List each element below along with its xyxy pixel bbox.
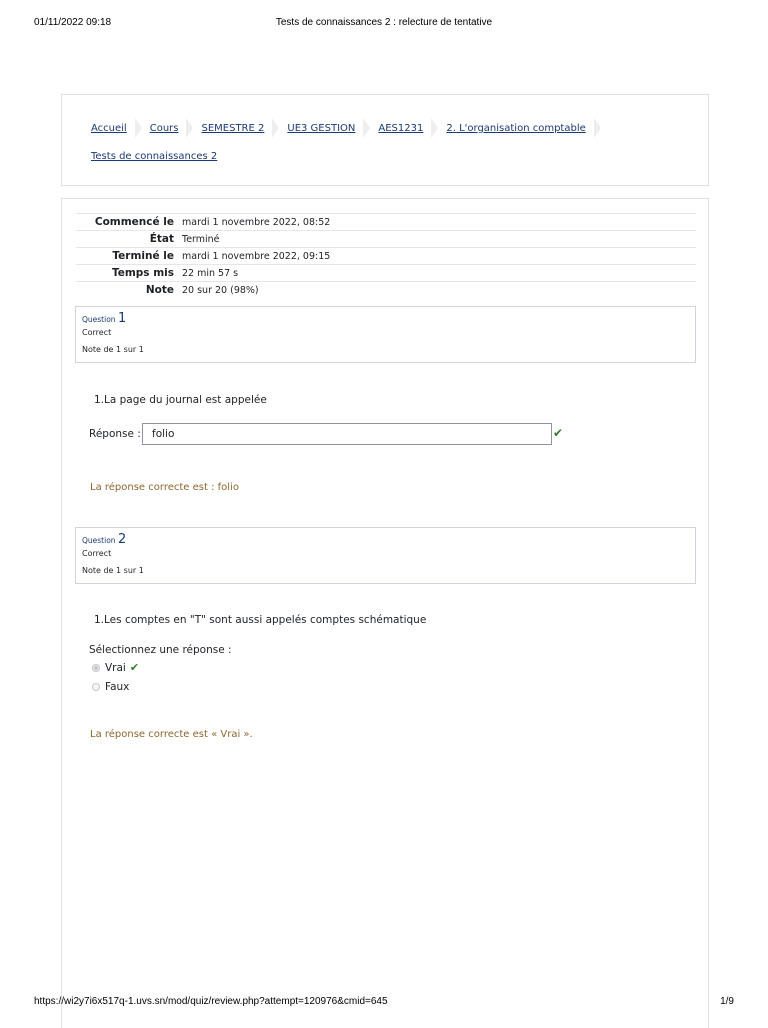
breadcrumb-item-cours: [150, 118, 202, 138]
chevron-right-icon: [594, 118, 601, 138]
question-text-1: 1.La page du journal est appelée: [94, 394, 267, 406]
check-icon: ✔: [129, 661, 140, 674]
chevron-right-icon: [363, 118, 370, 138]
summary-label: Commencé le: [94, 216, 174, 228]
summary-label: Terminé le: [112, 250, 174, 262]
check-icon: ✔: [553, 426, 564, 440]
answer-label: Réponse :: [89, 428, 141, 440]
question-state: Correct: [82, 549, 112, 558]
breadcrumb-item-accueil: [91, 118, 150, 138]
summary-row-grade: [76, 282, 696, 299]
question-number: [82, 532, 126, 547]
print-datetime: 01/11/2022 09:18: [34, 17, 112, 28]
breadcrumb-link-organisation[interactable]: 2. L'organisation comptable: [446, 122, 586, 134]
breadcrumb-link-aes1231[interactable]: AES1231: [378, 122, 424, 134]
question-grade: Note de 1 sur 1: [82, 566, 144, 575]
print-title: Tests de connaissances 2 : relecture de tentative: [275, 17, 493, 28]
radio-button[interactable]: [92, 683, 100, 691]
breadcrumb-link-accueil[interactable]: Accueil: [91, 122, 127, 134]
breadcrumb-card: [61, 94, 709, 186]
summary-label: Temps mis: [111, 267, 174, 279]
breadcrumb-link-ue3[interactable]: UE3 GESTION: [287, 122, 356, 134]
quiz-review-card: [61, 198, 709, 1028]
chevron-right-icon: [135, 118, 142, 138]
print-header: [34, 17, 734, 31]
chevron-right-icon: [431, 118, 438, 138]
breadcrumb: [91, 118, 688, 166]
summary-row-state: [76, 231, 696, 248]
option-label: Vrai: [105, 661, 126, 674]
attempt-summary-table: [76, 213, 696, 298]
print-page-number: 1/9: [720, 996, 734, 1007]
summary-row-time: [76, 265, 696, 282]
right-answer-2: La réponse correcte est « Vrai ».: [90, 729, 253, 740]
question-prefix: Question: [82, 315, 118, 324]
radio-button-selected[interactable]: [92, 664, 100, 672]
question-info-2: [75, 527, 696, 584]
breadcrumb-item-aes1231: [378, 118, 446, 138]
summary-value: 22 min 57 s: [182, 267, 239, 279]
question-number: [82, 311, 126, 326]
question-number-value: 1: [117, 311, 127, 326]
option-label: Faux: [105, 681, 130, 693]
summary-value: Terminé: [182, 233, 220, 245]
print-footer: [34, 996, 734, 1010]
summary-row-started: [76, 214, 696, 231]
question-number-value: 2: [117, 532, 127, 547]
breadcrumb-link-semestre[interactable]: SEMESTRE 2: [201, 122, 265, 134]
breadcrumb-link-cours[interactable]: Cours: [149, 122, 179, 134]
chevron-right-icon: [272, 118, 279, 138]
breadcrumb-item-semestre: [201, 118, 287, 138]
breadcrumb-item-ue3: [287, 118, 378, 138]
summary-row-completed: [76, 248, 696, 265]
summary-label: Note: [145, 284, 174, 296]
breadcrumb-item-tests: [91, 146, 217, 166]
breadcrumb-link-tests[interactable]: Tests de connaissances 2: [91, 150, 218, 162]
question-info-1: [75, 306, 696, 363]
breadcrumb-item-organisation: [446, 118, 608, 138]
summary-label: État: [149, 233, 174, 245]
question-prefix: Question: [82, 536, 118, 545]
question-grade: Note de 1 sur 1: [82, 345, 144, 354]
option-faux[interactable]: [92, 681, 129, 693]
chevron-right-icon: [186, 118, 193, 138]
question-state: Correct: [82, 328, 112, 337]
summary-value: 20 sur 20 (98%): [182, 284, 259, 296]
print-url: https://wi2y7i6x517q-1.uvs.sn/mod/quiz/review.php?attempt=120976&cmid=645: [34, 996, 388, 1007]
right-answer-1: La réponse correcte est : folio: [90, 482, 239, 493]
summary-value: mardi 1 novembre 2022, 09:15: [182, 250, 331, 262]
summary-value: mardi 1 novembre 2022, 08:52: [182, 216, 331, 228]
answer-field[interactable]: folio: [142, 423, 552, 445]
answer-prompt: Sélectionnez une réponse :: [89, 644, 232, 656]
question-text-2: 1.Les comptes en "T" sont aussi appelés comptes schématique: [94, 614, 427, 626]
option-vrai[interactable]: [92, 661, 139, 674]
